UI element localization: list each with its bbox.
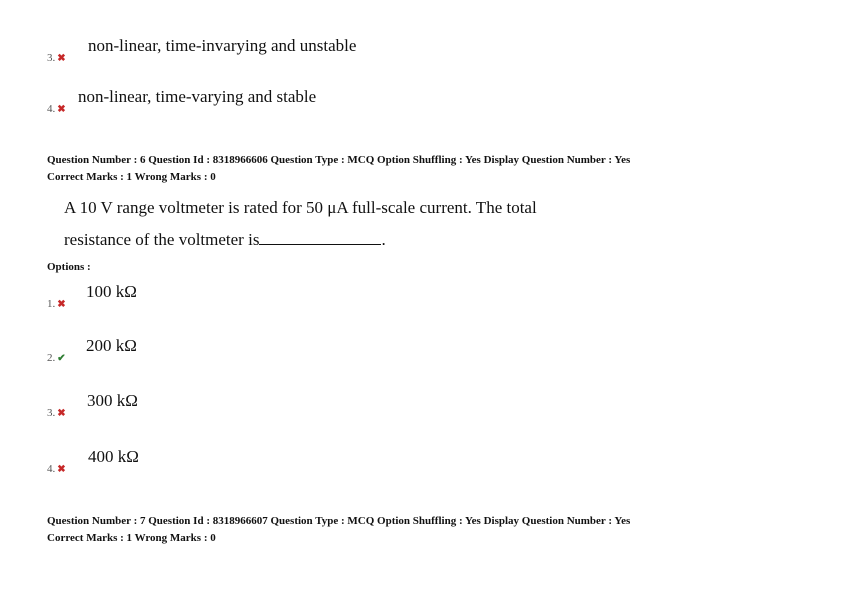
q6-option-3-text: 300 kΩ [87, 391, 138, 410]
checkmark-icon: ✔ [57, 353, 66, 364]
q7-meta-line1: Question Number : 7 Question Id : 8318966607 Question Type : MCQ Option Shuffling : Yes Display Question Number : Yes [47, 515, 631, 527]
cross-icon: ✖ [57, 464, 66, 475]
q6-option-1-text: 100 kΩ [86, 282, 137, 301]
cross-icon: ✖ [57, 53, 66, 64]
q6-text-line1: A 10 V range voltmeter is rated for 50 μA full-scale current. The total [64, 198, 537, 217]
prev-option-4 [47, 103, 66, 115]
option-number: 1. [47, 298, 56, 310]
q6-text-end: . [381, 230, 386, 249]
prev-option-4-text: non-linear, time-varying and stable [78, 87, 317, 106]
q6-option-2 [47, 352, 66, 364]
cross-icon: ✖ [57, 408, 66, 419]
q6-text-line2 [64, 230, 386, 250]
q6-option-1 [47, 298, 66, 310]
q6-text-line2-text: resistance of the voltmeter is [64, 230, 260, 249]
option-number: 4. [47, 103, 56, 115]
option-number: 3. [47, 407, 56, 419]
q6-option-4-text: 400 kΩ [88, 447, 139, 466]
q6-option-3 [47, 407, 66, 419]
cross-icon: ✖ [57, 104, 66, 115]
option-number: 3. [47, 52, 56, 64]
q6-meta-line2: Correct Marks : 1 Wrong Marks : 0 [47, 171, 216, 183]
q6-option-4 [47, 463, 66, 475]
prev-option-3 [47, 52, 66, 64]
cross-icon: ✖ [57, 299, 66, 310]
answer-blank [259, 230, 381, 245]
option-number: 4. [47, 463, 56, 475]
q6-meta-line1: Question Number : 6 Question Id : 8318966606 Question Type : MCQ Option Shuffling : Yes Display Question Number : Yes [47, 154, 631, 166]
prev-option-3-text: non-linear, time-invarying and unstable [88, 36, 357, 55]
option-number: 2. [47, 352, 56, 364]
q6-options-label: Options : [47, 261, 91, 273]
q7-meta-line2: Correct Marks : 1 Wrong Marks : 0 [47, 532, 216, 544]
q6-option-2-text: 200 kΩ [86, 336, 137, 355]
